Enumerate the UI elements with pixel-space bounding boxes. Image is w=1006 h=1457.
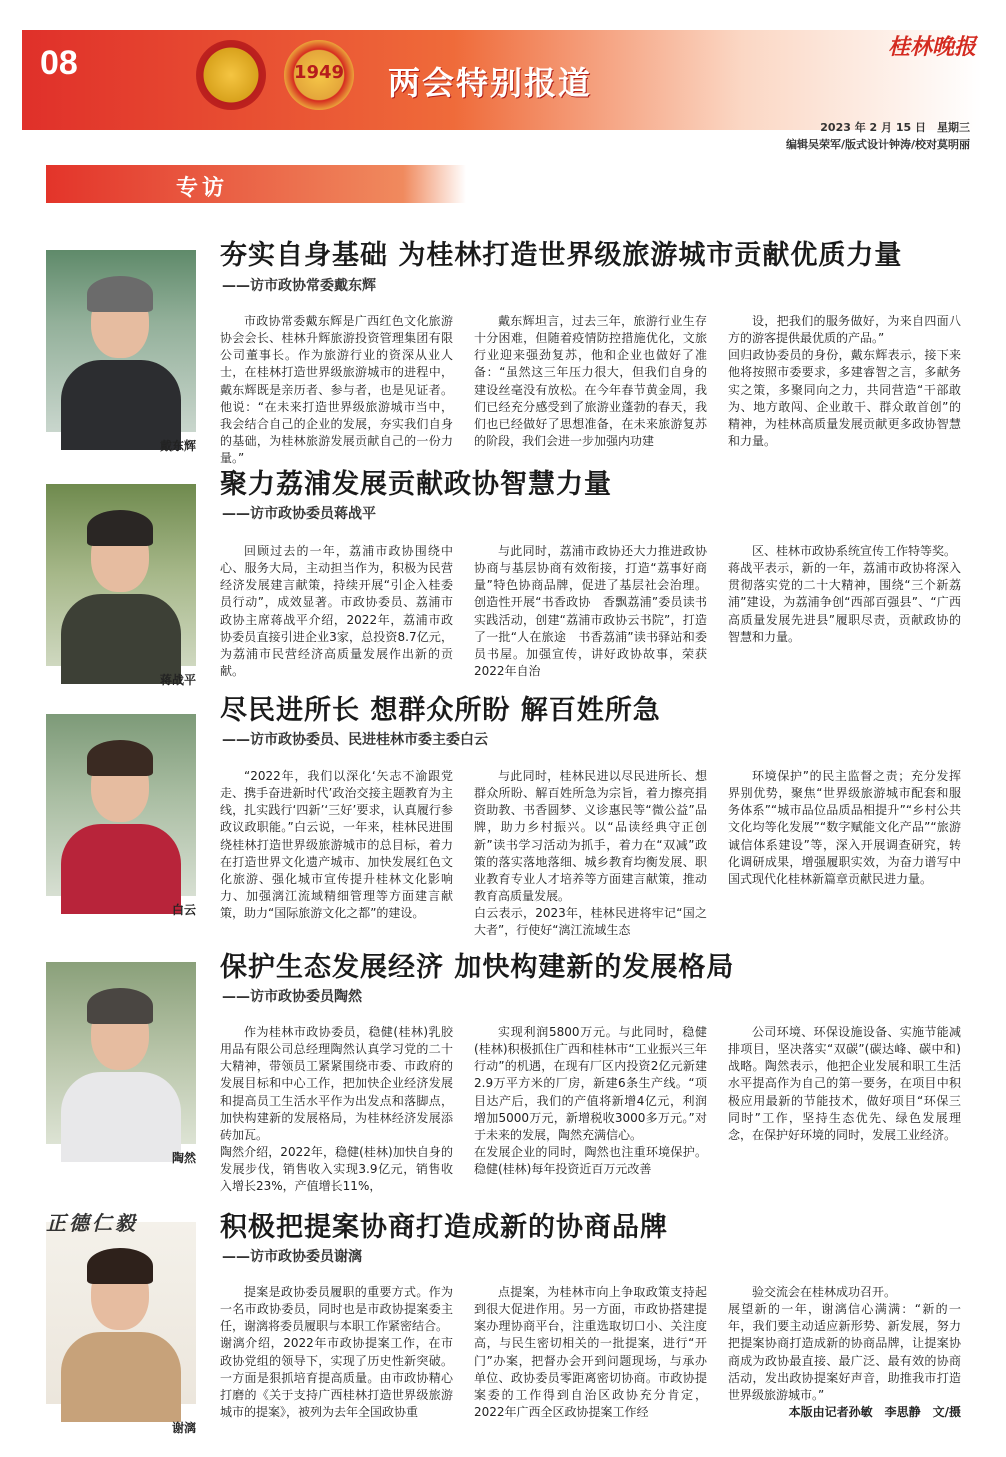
article-subhead: ——访市政协委员、民进桂林市委主委白云 (222, 732, 488, 748)
article-column: 提案是政协委员履职的重要方式。作为一名市政协委员，同时也是市政协提案委主任，谢漓将委员履职与本职工作紧密结合。 谢漓介绍，2022年市政协提案工作，在市政协党组的领导下，实现了历史性新突破。一方面是狠抓培育提高质量。由市政协精心打磨的《关于支持广西桂林打造世界级旅游城市的提案》，被列为去年全国政协重 (220, 1285, 453, 1420)
article-column: 环境保护”的民主监督之责；充分发挥界别优势，聚焦“世界级旅游城市配套和服务体系”“城市品位品质品相提升”“乡村公共文化均等化发展”“数字赋能文化产品”“旅游诚信体系建设”等，深入开展调查研究，转化调研成果，增强履职实效，为奋力谱写中国式现代化桂林新篇章贡献民进力量。 (728, 769, 961, 886)
calligraphy-backdrop: 正德仁毅 (46, 1211, 138, 1235)
portrait-photo (46, 714, 196, 896)
article-headline: 积极把提案协商打造成新的协商品牌 (220, 1212, 668, 1243)
paper-name-logo: 桂林晚报 (887, 34, 976, 60)
article-subhead: ——访市政协常委戴东辉 (222, 278, 376, 294)
article-column: “2022年，我们以深化‘矢志不渝跟党走、携手奋进新时代’政治交接主题教育为主线，扎实践行‘四新’‘三好’要求，认真履行参政议政职能。”白云说，一年来，桂林民进围绕桂林打造世界级旅游城市的总目标，着力在打造世界文化遗产城市、加快发展红色文化旅游、强化城市宣传提升桂林文化影响力、加强漓江流域精细管理等方面建言献策，助力“国际旅游文化之都”的建设。 (220, 769, 453, 921)
photo-caption: 陶然 (171, 1151, 196, 1165)
column-tag (46, 165, 466, 203)
article-column: 作为桂林市政协委员，稳健(桂林)乳胶用品有限公司总经理陶然认真学习党的二十大精神，带领员工紧紧围绕市委、市政府的发展目标和中心工作，把加快企业经济发展和提高员工生活水平作为出发点和落脚点，加快构建新的发展格局，为桂林经济发展添砖加瓦。 陶然介绍，2022年，稳健(桂林)加快自身的发展步伐，销售收入实现3.9亿元，销售收入增长23%，产值增长11%， (220, 1025, 453, 1194)
article-subhead: ——访市政协委员陶然 (222, 989, 362, 1005)
photo-caption: 戴东辉 (159, 439, 196, 453)
article-column: 与此同时，荔浦市政协还大力推进政协协商与基层协商有效衔接，打造“荔事好商量”特色协商品牌，促进了基层社会治理。创造性开展“书香政协 香飘荔浦”委员读书实践活动，创建“荔浦市政协云书院”，打造了一批“人在旅途 书香荔浦”读书驿站和委员书屋。加强宣传，讲好政协故事，荣获2022年自治 (474, 544, 707, 679)
article-subhead: ——访市政协委员蒋战平 (222, 506, 376, 522)
article-column: 区、桂林市政协系统宣传工作特等奖。 蒋战平表示，新的一年，荔浦市政协将深入贯彻落实党的二十大精神，围绕“三个新荔浦”建设，为荔浦争创“西部百强县”、“广西高质量发展先进县”履职尽责，贡献政协的智慧和力量。 (728, 544, 961, 644)
emblem-year: 1949 (293, 62, 345, 83)
portrait-photo (46, 962, 196, 1144)
photo-caption: 白云 (171, 903, 196, 917)
portrait-photo (46, 484, 196, 666)
section-title: 两会特别报道 (388, 64, 593, 102)
credits-line: 编辑吴荣军/版式设计钟涛/校对莫明丽 (785, 138, 970, 151)
article-headline: 夯实自身基础 为桂林打造世界级旅游城市贡献优质力量 (220, 240, 903, 271)
article-column: 市政协常委戴东辉是广西红色文化旅游协会会长、桂林升辉旅游投资管理集团有限公司董事长。作为旅游行业的资深从业人士，在桂林打造世界级旅游城市的进程中，戴东辉既是亲历者、参与者，也是见证者。他说：“在未来打造世界级旅游城市当中，我会结合自己的企业的发展，夯实我们自身的基础，为桂林旅游发展贡献自己的一份力量。” (220, 314, 453, 466)
article-column: 点提案，为桂林市向上争取政策支持起到很大促进作用。另一方面，市政协搭建提案办理协商平台，注重选取切口小、关注度高，与民生密切相关的一批提案，进行“开门”办案，把督办会开到问题现场，与承办单位、政协委员零距离密切协商。市政协提案委的工作得到自治区政协充分肯定，2022年广西全区政协提案工作经 (474, 1285, 707, 1420)
article-subhead: ——访市政协委员谢漓 (222, 1249, 362, 1265)
photo-caption: 谢漓 (171, 1421, 196, 1435)
portrait-photo (46, 1222, 196, 1404)
article-column: 与此同时，桂林民进以尽民进所长、想群众所盼、解百姓所急为宗旨，着力擦亮捐资助教、书香圆梦、义诊惠民等“微公益”品牌，助力乡村振兴。以“品读经典守正创新”读书学习活动为抓手，着力在“双减”政策的落实落地落细、城乡教育均衡发展、职业教育专业人才培养等方面建言献策，推动教育高质量发展。 白云表示，2023年，桂林民进将牢记“国之大者”，行使好“漓江流域生态 (474, 769, 707, 938)
article-column: 公司环境、环保设施设备、实施节能减排项目，坚决落实“双碳”(碳达峰、碳中和)战略。陶然表示，他把企业发展和职工生活水平提高作为自己的第一要务，在项目中积极应用最新的节能技术，做好项目“环保三同时”工作，坚持生态优先、绿色发展理念，在保护好环境的同时，发展工业经济。 (728, 1025, 961, 1142)
cppcc-emblem-icon (284, 40, 354, 110)
article-headline: 聚力荔浦发展贡献政协智慧力量 (220, 469, 612, 500)
article-column: 戴东辉坦言，过去三年，旅游行业生存十分困难，但随着疫情防控措施优化，文旅行业迎来强劲复苏，他和企业也做好了准备：“虽然这三年压力很大，但我们自身的建设丝毫没有放松。在今年春节黄金周，我们已经充分感受到了旅游业蓬勃的春天，我们也已经做好了思想准备，在未来旅游复苏的阶段，我们会进一步加强内功建 (474, 314, 707, 449)
page-number: 08 (40, 44, 78, 82)
article-column: 回顾过去的一年，荔浦市政协围绕中心、服务大局，主动担当作为，积极为民营经济发展建言献策，持续开展“引企入桂委员行动”，成效显著。市政协委员、荔浦市政协主席蒋战平介绍，2022年，荔浦市政协委员直接引进企业3家，总投资8.7亿元，为荔浦市民营经济高质量发展作出新的贡献。 (220, 544, 453, 679)
article-column: 验交流会在桂林成功召开。 展望新的一年，谢漓信心满满：“新的一年，我们要主动适应新形势、新发展，努力把提案协商打造成新的协商品牌，让提案协商成为政协最直接、最广泛、最有效的协商活动，发出政协提案好声音，助推我市打造世界级旅游城市。” 本版由记者孙敏 李思静 文/摄 (728, 1284, 961, 1444)
column-tag-label: 专访 (176, 176, 229, 201)
photo-caption: 蒋战平 (159, 673, 196, 687)
article-column: 实现利润5800万元。与此同时，稳健(桂林)积极抓住广西和桂林市“工业振兴三年行动”的机遇，在现有厂区内投资2亿元新建2.9万平方米的厂房，新建6条生产线。“项目达产后，我们的产值将新增4亿元，利润增加5000万元，新增税收3000多万元。”对于未来的发展，陶然充满信心。 在发展企业的同时，陶然也注重环境保护。稳健(桂林)每年投资近百万元改善 (474, 1025, 707, 1177)
byline: 本版由记者孙敏 李思静 文/摄 (788, 1405, 961, 1420)
national-emblem-icon (196, 40, 266, 110)
date-line: 2023 年 2 月 15 日 星期三 (820, 121, 970, 134)
article-headline: 尽民进所长 想群众所盼 解百姓所急 (220, 695, 661, 726)
portrait-photo (46, 250, 196, 432)
article-headline: 保护生态发展经济 加快构建新的发展格局 (220, 952, 735, 983)
article-column: 设，把我们的服务做好，为来自四面八方的游客提供最优质的产品。” 回归政协委员的身份，戴东辉表示，接下来他将按照市委要求，多建睿智之言，多献务实之策，多聚同向之力，共同营造“干部敢为、地方敢闯、企业敢干、群众敢首创”的精神，为桂林高质量发展贡献更多政协智慧和力量。 (728, 314, 961, 449)
